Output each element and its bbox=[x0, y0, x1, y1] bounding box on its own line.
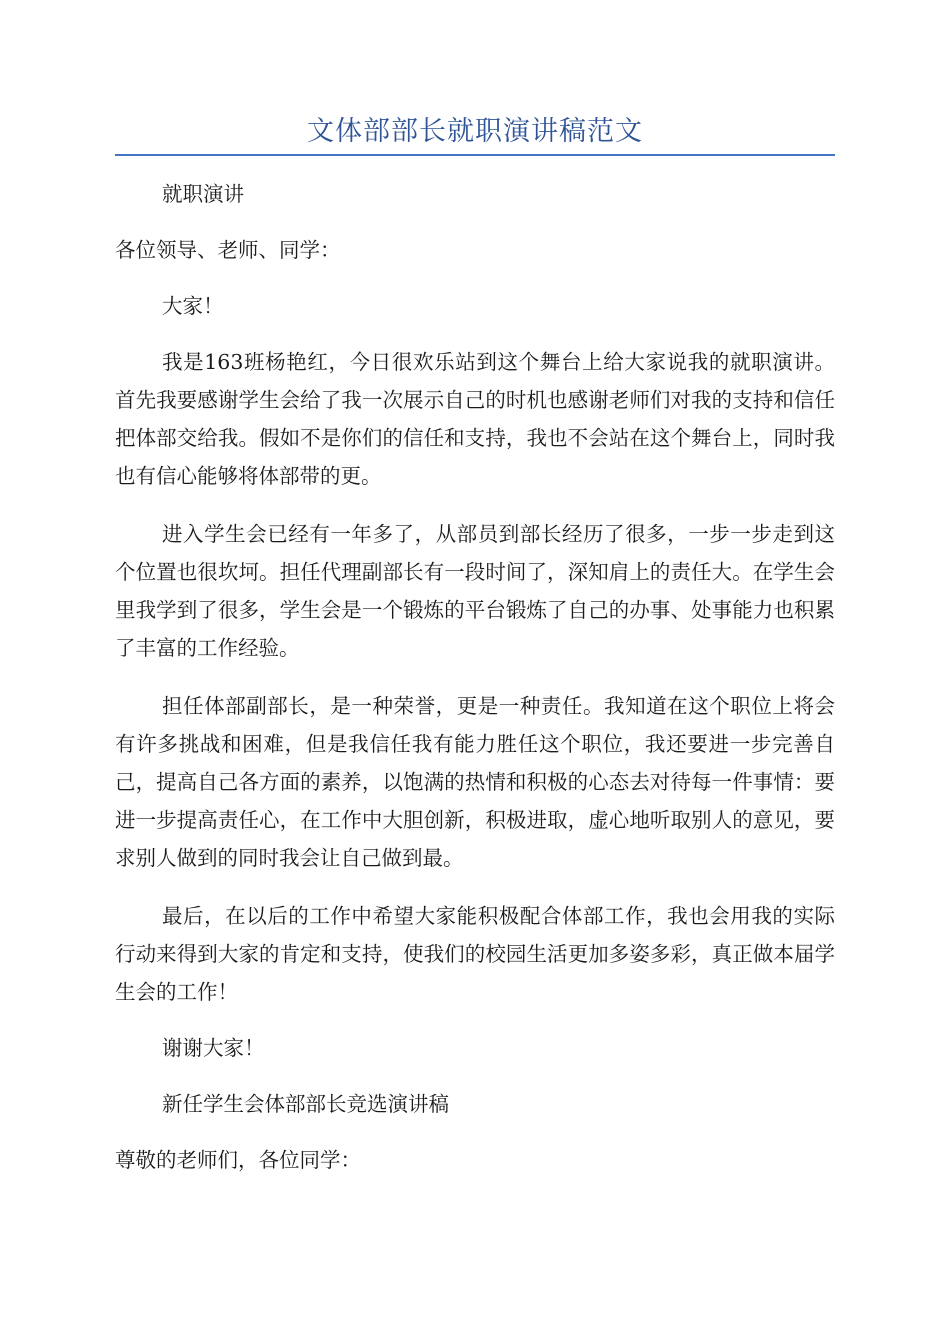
paragraph-second-salutation: 尊敬的老师们，各位同学： bbox=[115, 1148, 361, 1172]
paragraph-greeting: 大家！ bbox=[162, 294, 224, 318]
title-underline bbox=[115, 154, 835, 156]
paragraph-introduction: 我是163班杨艳红，今日很欢乐站到这个舞台上给大家说我的就职演讲。首先我要感谢学生会给了我一次展示自己的时机也感谢老师们对我的支持和信任把体部交给我。假如不是你们的信任和支持，我也不会站在这个舞台上，同时我也有信心能够将体部带的更。 bbox=[115, 350, 835, 488]
paragraph-responsibility: 担任体部副部长，是一种荣誉，更是一种责任。我知道在这个职位上将会有许多挑战和困难，但是我信任我有能力胜任这个职位，我还要进一步完善自己，提高自己各方面的素养，以饱满的热情和积极的心态去对待每一件事情：要进一步提高责任心，在工作中大胆创新，积极进取，虚心地听取别人的意见，要求别人做到的同时我会让自己做到最。 bbox=[115, 694, 835, 870]
document-body bbox=[115, 175, 835, 1179]
document-title: 文体部部长就职演讲稿范文 bbox=[307, 116, 643, 147]
paragraph-heading-inauguration: 就职演讲 bbox=[162, 182, 244, 206]
paragraph-closing: 最后，在以后的工作中希望大家能积极配合体部工作，我也会用我的实际行动来得到大家的肯定和支持，使我们的校园生活更加多姿多彩，真正做本届学生会的工作！ bbox=[115, 904, 835, 1004]
paragraph-salutation: 各位领导、老师、同学： bbox=[115, 238, 341, 262]
paragraph-thanks: 谢谢大家！ bbox=[162, 1036, 265, 1060]
paragraph-experience: 进入学生会已经有一年多了，从部员到部长经历了很多，一步一步走到这个位置也很坎坷。担任代理副部长有一段时间了，深知肩上的责任大。在学生会里我学到了很多，学生会是一个锻炼的平台锻炼了自己的办事、处事能力也积累了丰富的工作经验。 bbox=[115, 522, 835, 660]
paragraph-second-heading: 新任学生会体部部长竞选演讲稿 bbox=[162, 1092, 449, 1116]
